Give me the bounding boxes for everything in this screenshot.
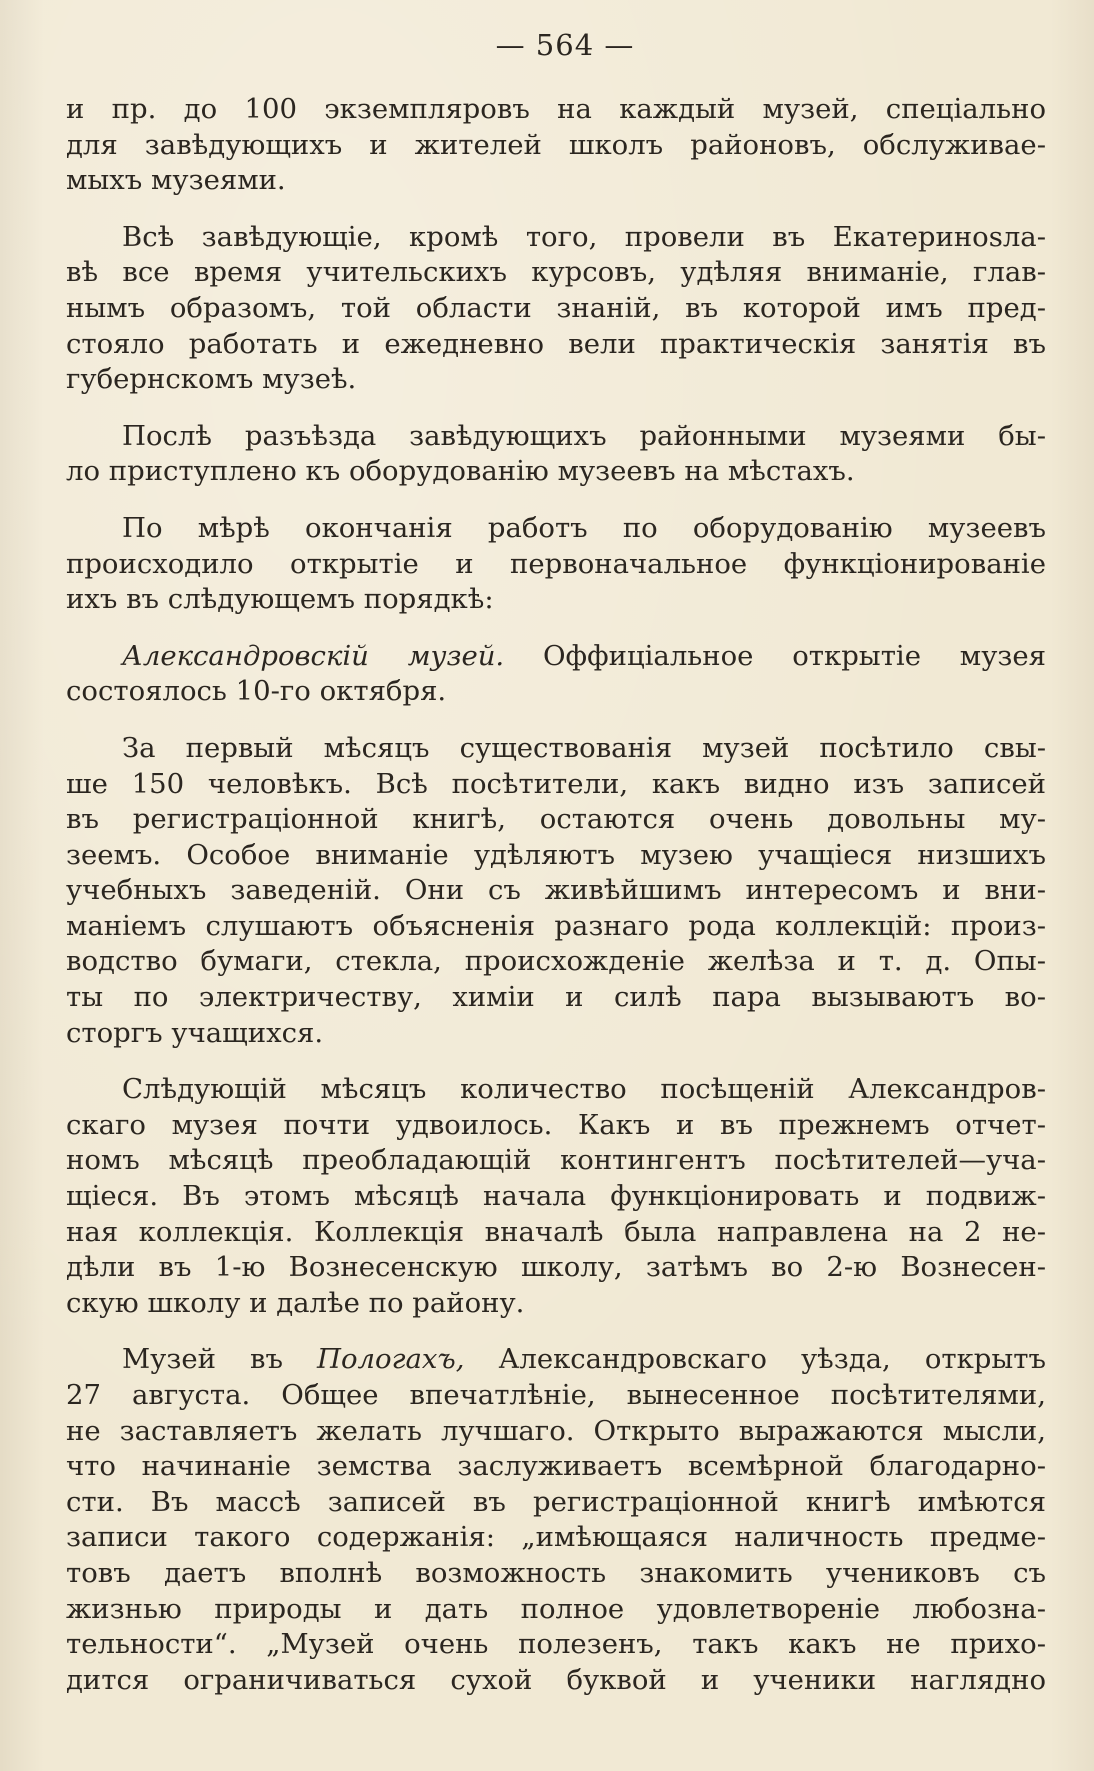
paragraph [66,1342,1046,1698]
text-line: и пр. до 100 экземпляровъ на каждый музей, спеціально [66,93,1046,125]
text-line: ло приступлено къ оборудованію музеевъ на мѣстахъ. [66,455,855,488]
text-line: Всѣ завѣдующіе, кромѣ того, провели въ Екатеринosла- [122,220,1046,253]
text-line: стояло работать и ежедневно вели практическія занятія въ [66,327,1046,360]
text-line: ная коллекція. Коллекція вначалѣ была направлена на 2 не- [66,1215,1046,1248]
text-line: что начинаніе земства заслуживаетъ всемѣрной благодарно- [66,1450,1046,1483]
paragraph [66,731,1046,1051]
text-line: номъ мѣсяцѣ преобладающій контингентъ посѣтителей—уча- [66,1144,1046,1177]
page-number: — 564 — [495,28,635,62]
text-line: щіеся. Въ этомъ мѣсяцѣ начала функціонировать и подвиж- [66,1180,1046,1213]
text-line: записи такого содержанія: „имѣющаяся наличность предме- [66,1521,1046,1554]
text-line: ты по электричеству, химіи и силѣ пара вызываютъ во- [66,981,1046,1014]
paragraph [66,220,1046,398]
text-line: дѣли въ 1-ю Вознесенскую школу, затѣмъ во 2-ю Вознесен- [66,1251,1046,1284]
paragraph-continuation [66,92,1046,199]
text-line: жизнью природы и дать полное удовлетвореніе любозна- [66,1592,1046,1625]
text-line: товъ даетъ вполнѣ возможность знакомить учениковъ съ [66,1556,1046,1589]
text-line: нымъ образомъ, той области знаній, въ которой имъ пред- [66,291,1046,324]
text-line: скаго музея почти удвоилось. Какъ и въ прежнемъ отчет- [66,1108,1046,1141]
text-line: Послѣ разъѣзда завѣдующихъ районными музеями бы- [122,419,1046,452]
paragraph [66,511,1046,618]
text-line: Слѣдующій мѣсяцъ количество посѣщеній Александров- [122,1073,1046,1106]
text-line: маніемъ слушаютъ объясненія разнаго рода коллекцій: произ- [66,909,1046,942]
place-name-italic: Пологахъ, [317,1343,465,1376]
paragraph [66,1072,1046,1321]
text-line [66,1342,1046,1378]
text-line: вѣ все время учительскихъ курсовъ, удѣляя вниманіе, глав- [66,256,1046,289]
paragraph [66,639,1046,710]
text-line: въ регистраціонной книгѣ, остаются очень довольны му- [66,803,1046,836]
text-line: водство бумаги, стекла, происхожденіе желѣза и т. д. Опы- [66,945,1046,978]
text-line: тельности“. „Музей очень полезенъ, такъ какъ не прихо- [66,1628,1046,1661]
text-line: мыхъ музеями. [66,164,286,197]
text-line: состоялось 10-го октября. [66,675,447,708]
text-line: скую школу и далѣе по району. [66,1286,525,1319]
text-line: учебныхъ заведеній. Они съ живѣйшимъ интересомъ и вни- [66,874,1046,907]
text-line: не заставляетъ желать лучшаго. Открыто выражаются мысли, [66,1414,1046,1447]
text-line [66,639,1046,675]
text-line: ше 150 человѣкъ. Всѣ посѣтители, какъ видно изъ записей [66,767,1046,800]
text-line: сти. Въ массѣ записей въ регистраціонной книгѣ имѣются [66,1485,1046,1518]
text-line: происходило открытіе и первоначальное функціонированіе [66,547,1046,580]
text-run: Оффиціальное открытіе музея [504,639,1046,672]
text-line: По мѣрѣ окончанія работъ по оборудованію музеевъ [122,511,1046,544]
text-line: сторгъ учащихся. [66,1016,324,1049]
text-line: ихъ въ слѣдующемъ порядкѣ: [66,583,494,616]
text-run: Музей въ [122,1343,317,1376]
text-line: губернскомъ музеѣ. [66,363,357,396]
text-line: дится ограничиваться сухой буквой и ученики наглядно [66,1663,1046,1696]
text-line: для завѣдующихъ и жителей школъ районовъ, обслуживае- [66,128,1046,161]
text-run: Александровскаго уѣзда, открытъ [464,1343,1046,1376]
text-line: зеемъ. Особое вниманіе удѣляютъ музею учащіеся низшихъ [66,838,1046,871]
text-line: За первый мѣсяцъ существованія музей посѣтило свы- [122,731,1046,764]
text-line: 27 августа. Общее впечатлѣніе, вынесенное посѣтителями, [66,1379,1046,1411]
paragraph [66,419,1046,490]
museum-name-italic: Александровскій музей. [122,639,505,672]
